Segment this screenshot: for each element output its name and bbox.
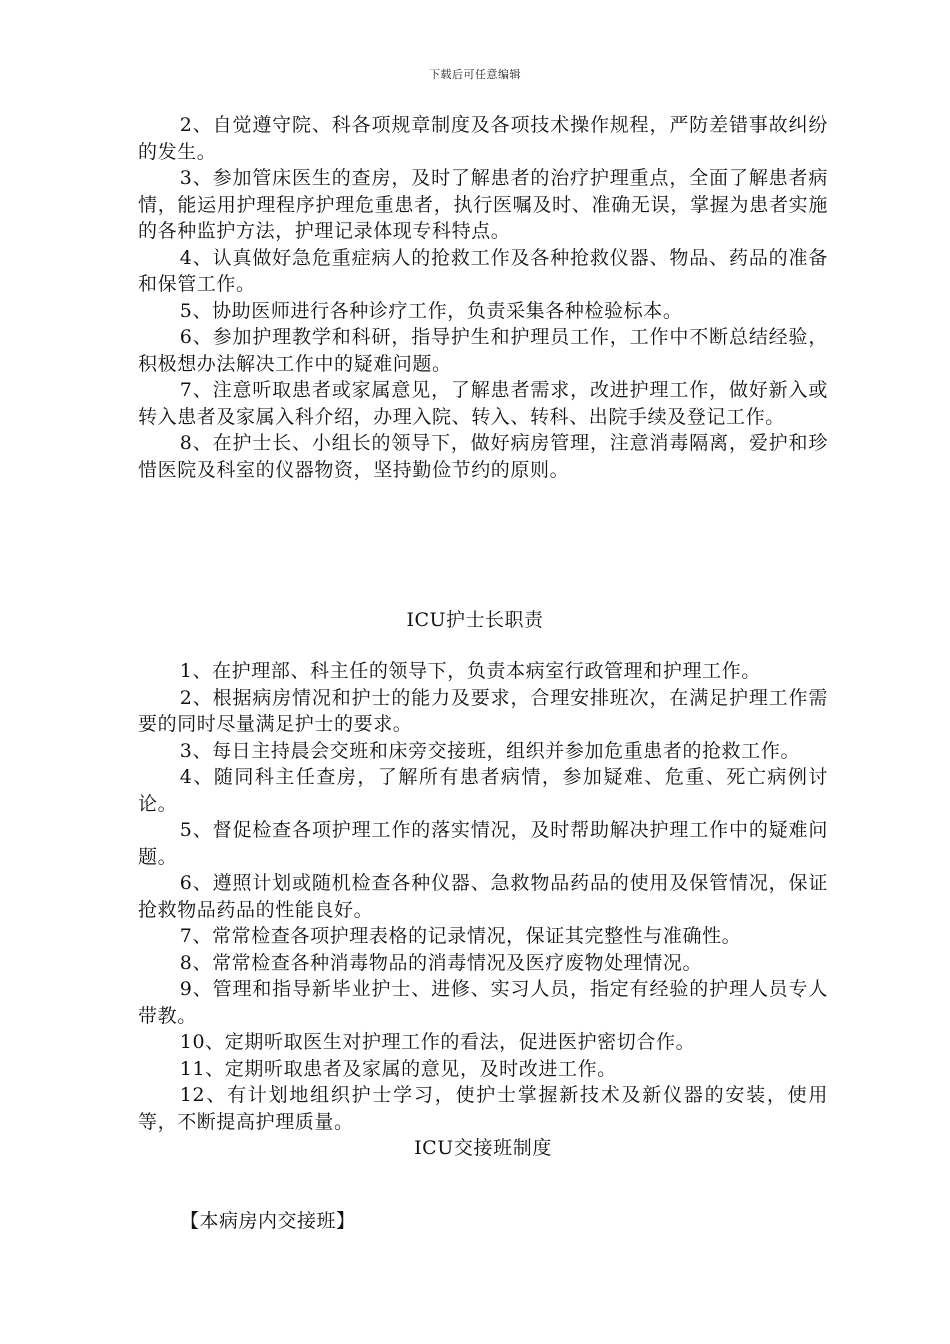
paragraph: 7、常常检查各项护理表格的记录情况，保证其完整性与准确性。 [179, 925, 742, 947]
section-title-handover: ICU交接班制度 [414, 1137, 552, 1159]
head-nurse-duties-list [138, 658, 828, 1162]
paragraph: 8、在护士长、小组长的领导下，做好病房管理，注意消毒隔离，爱护和珍惜医院及科室的仪器物资，坚持勤俭节约的原则。 [138, 432, 828, 481]
paragraph: 3、每日主持晨会交班和床旁交接班，组织并参加危重患者的抢救工作。 [179, 739, 801, 762]
duties-list-continued [138, 112, 828, 483]
paragraph: 1、在护理部、科主任的领导下，负责本病室行政管理和护理工作。 [179, 660, 761, 682]
paragraph: 6、遵照计划或随机检查各种仪器、急救物品药品的使用及保管情况，保证抢救物品药品的性能良好。 [138, 872, 828, 921]
paragraph: 11、定期听取患者及家属的意见，及时改进工作。 [179, 1057, 617, 1080]
paragraph: 4、认真做好急危重症病人的抢救工作及各种抢救仪器、物品、药品的准备和保管工作。 [138, 246, 828, 295]
paragraph: 5、督促检查各项护理工作的落实情况，及时帮助解决护理工作中的疑难问题。 [138, 819, 828, 868]
paragraph: 6、参加护理教学和科研，指导护生和护理员工作，工作中不断总结经验，积极想办法解决工作中的疑难问题。 [138, 326, 828, 375]
paragraph: 12、有计划地组织护士学习，使护士掌握新技术及新仪器的安装，使用等，不断提高护理质量。 [138, 1084, 828, 1133]
page-header: 下载后可任意编辑 [429, 68, 521, 81]
paragraph: 4、随同科主任查房，了解所有患者病情，参加疑难、危重、死亡病例讨论。 [138, 766, 828, 815]
paragraph: 10、定期听取医生对护理工作的看法，促进医护密切合作。 [179, 1031, 696, 1053]
paragraph: 3、参加管床医生的查房，及时了解患者的治疗护理重点，全面了解患者病情，能运用护理程序护理危重患者，执行医嘱及时、准确无误，掌握为患者实施的各种监护方法，护理记录体现专科特点。 [138, 167, 828, 242]
paragraph: 7、注意听取患者或家属意见，了解患者需求，改进护理工作，做好新入或转入患者及家属入科介绍，办理入院、转入、转科、出院手续及登记工作。 [138, 379, 828, 428]
paragraph: 9、管理和指导新毕业护士、进修、实习人员，指定有经验的护理人员专人带教。 [138, 978, 828, 1027]
section-title-head-nurse: ICU护士长职责 [406, 609, 544, 631]
paragraph: 2、自觉遵守院、科各项规章制度及各项技术操作规程，严防差错事故纠纷的发生。 [138, 114, 828, 163]
subheading-ward-handover: 【本病房内交接班】 [180, 1210, 356, 1232]
paragraph: 5、协助医师进行各种诊疗工作，负责采集各种检验标本。 [179, 299, 683, 322]
paragraph: 8、常常检查各种消毒物品的消毒情况及医疗废物处理情况。 [179, 951, 703, 974]
paragraph: 2、根据病房情况和护士的能力及要求，合理安排班次，在满足护理工作需要的同时尽量满足护士的要求。 [138, 686, 828, 735]
